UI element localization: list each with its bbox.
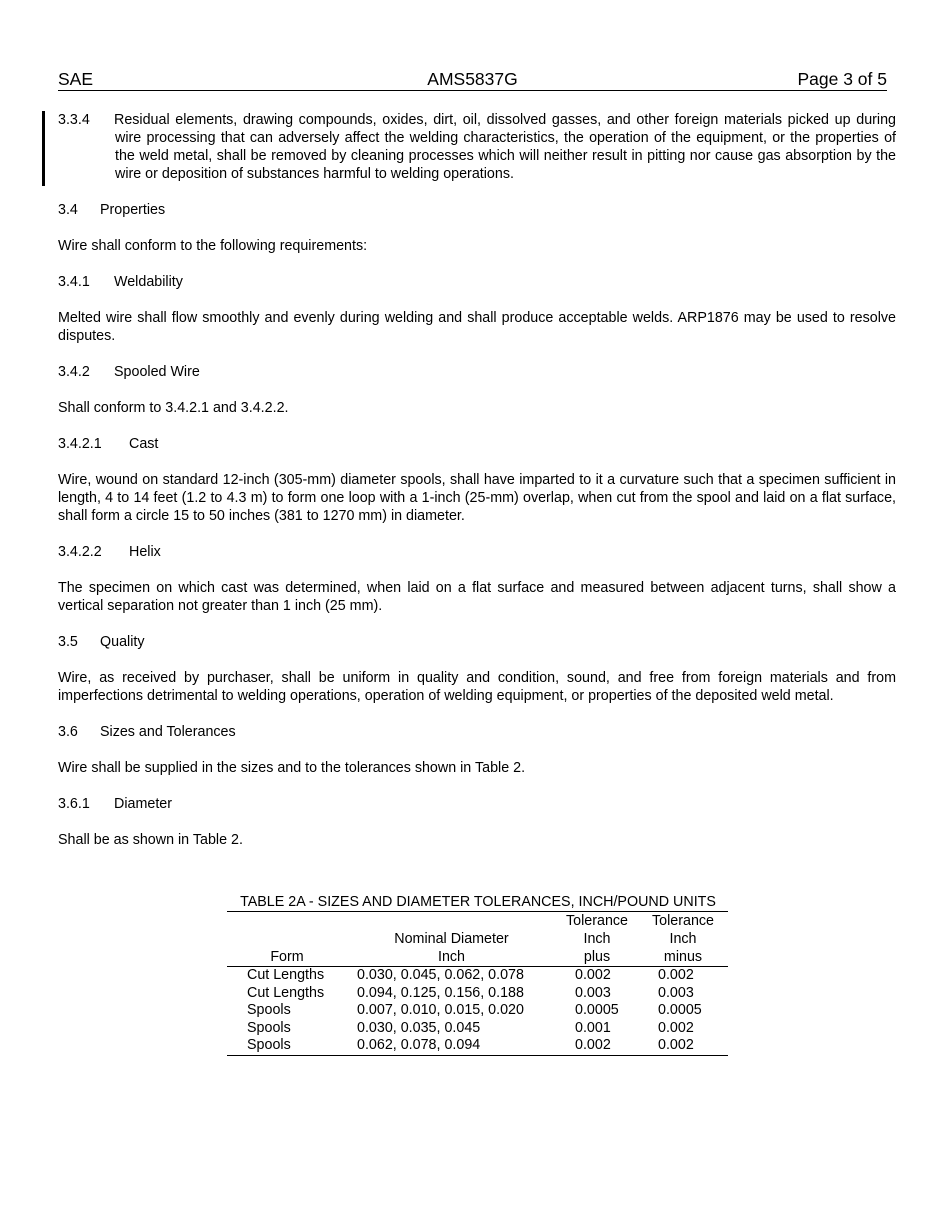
table-cell: 0.002 (575, 1037, 611, 1054)
section-title: Helix (129, 544, 161, 560)
section-title: Weldability (114, 274, 183, 290)
table-title: TABLE 2A - SIZES AND DIAMETER TOLERANCES, INCH/POUND UNITS (240, 894, 716, 910)
header-doc-number: AMS5837G (427, 69, 518, 89)
table-cell: Spools (247, 1002, 291, 1019)
heading-3-6 (58, 723, 896, 741)
heading-3-4-2-1 (58, 435, 896, 453)
paragraph-3-4-2-2: The specimen on which cast was determined, when laid on a flat surface and measured between adjacent turns, shall show a vertical separation not greater than 1 inch (25 mm). (58, 580, 896, 614)
table-header-row (227, 948, 728, 967)
table-cell: 0.003 (658, 984, 694, 1001)
section-number: 3.6.1 (58, 796, 90, 812)
header-cell (227, 930, 347, 948)
table-cell: 0.003 (575, 984, 611, 1001)
table-cell: Cut Lengths (247, 984, 325, 1001)
table-cell: Cut Lengths (247, 967, 325, 983)
heading-3-4-1 (58, 273, 896, 291)
table-header-row (227, 912, 728, 931)
paragraph-3-4-2: Shall conform to 3.4.2.1 and 3.4.2.2. (58, 400, 289, 416)
table-cell: Spools (247, 1037, 291, 1054)
document-body (58, 111, 896, 849)
header-cell: Inch (347, 948, 556, 967)
paragraph-3-4-1: Melted wire shall flow smoothly and evenly during welding and shall produce acceptable welds. ARP1876 may be used to resolve disputes. (58, 310, 896, 344)
heading-3-4-2-2 (58, 543, 896, 561)
paragraph-3-6: Wire shall be supplied in the sizes and to the tolerances shown in Table 2. (58, 760, 526, 776)
table-cell: Spools (247, 1019, 291, 1036)
table-row (227, 967, 728, 985)
header-cell: Inch (669, 931, 697, 947)
table-cell: 0.001 (575, 1019, 611, 1036)
header-cell: minus (638, 948, 728, 967)
table-row (227, 1002, 728, 1020)
header-page-number: Page 3 of 5 (797, 69, 887, 89)
table-cell: 0.030, 0.035, 0.045 (357, 1019, 481, 1036)
header-cell (227, 912, 347, 931)
table-cell: 0.0005 (658, 1002, 702, 1019)
section-title: Diameter (114, 796, 172, 812)
section-number: 3.6 (58, 724, 78, 740)
table-row (227, 1020, 728, 1038)
table-cell: 0.030, 0.045, 0.062, 0.078 (357, 967, 524, 983)
header-cell: Form (227, 948, 347, 967)
section-number: 3.5 (58, 634, 78, 650)
tolerance-table (227, 911, 728, 1056)
revision-change-bar (42, 111, 45, 186)
table-2a (217, 893, 739, 1056)
section-number: 3.3.4 (58, 112, 90, 128)
section-number: 3.4.2.1 (58, 436, 102, 452)
table-row (227, 985, 728, 1003)
table-cell: 0.007, 0.010, 0.015, 0.020 (357, 1002, 524, 1019)
section-title: Properties (100, 202, 166, 218)
table-cell: 0.002 (658, 967, 694, 983)
paragraph-3-5: Wire, as received by purchaser, shall be uniform in quality and condition, sound, and free from foreign materials and from imperfections detrimental to welding operations, operation of welding equipment, or properties of the deposited weld metal. (58, 670, 896, 704)
table-row (227, 1037, 728, 1055)
paragraph-3-4: Wire shall conform to the following requirements: (58, 238, 368, 254)
section-title: Cast (129, 436, 159, 452)
header-cell: Inch (583, 931, 611, 947)
section-number: 3.4 (58, 202, 78, 218)
header-cell: Tolerance (652, 913, 714, 929)
header-cell (347, 912, 556, 931)
heading-3-4-2 (58, 363, 896, 381)
header-cell: Tolerance (566, 913, 628, 929)
section-title: Sizes and Tolerances (100, 724, 236, 740)
section-number: 3.4.1 (58, 274, 90, 290)
table-cell: 0.002 (658, 1019, 694, 1036)
header-org: SAE (58, 69, 94, 89)
table-cell: 0.002 (658, 1037, 694, 1054)
header-cell: Nominal Diameter (394, 931, 509, 947)
header-cell: plus (556, 948, 638, 967)
paragraph-3-4-2-1: Wire, wound on standard 12-inch (305-mm) diameter spools, shall have imparted to it a curvature such that a specimen sufficient in length, 4 to 14 feet (1.2 to 4.3 m) to form one loop with a 1-inch (25-mm) overlap, when cut from the spool and laid on a flat surface, shall form a circle 15 to 50 inches (381 to 1270 mm) in diameter. (58, 472, 896, 524)
page-header (58, 68, 887, 91)
section-title: Spooled Wire (114, 364, 200, 380)
table-cell: 0.0005 (575, 1002, 619, 1019)
heading-3-5 (58, 633, 896, 651)
heading-3-4 (58, 201, 896, 219)
table-header-row (227, 930, 728, 948)
section-title: Quality (100, 634, 145, 650)
heading-3-6-1 (58, 795, 896, 813)
section-number: 3.4.2.2 (58, 544, 102, 560)
table-cell: 0.094, 0.125, 0.156, 0.188 (357, 984, 524, 1001)
paragraph-3-3-4 (58, 111, 896, 183)
section-text: Residual elements, drawing compounds, oxides, dirt, oil, dissolved gasses, and other foreign materials picked up during wire processing that can adversely affect the welding characteristics, the operation of the equipment, or the properties of the weld metal, shall be removed by cleaning processes which will neither result in pitting nor cause gas absorption by the wire or deposition of substances harmful to welding operations. (114, 112, 896, 182)
section-number: 3.4.2 (58, 364, 90, 380)
table-cell: 0.002 (575, 967, 611, 983)
paragraph-3-6-1: Shall be as shown in Table 2. (58, 832, 243, 848)
table-cell: 0.062, 0.078, 0.094 (357, 1037, 481, 1054)
